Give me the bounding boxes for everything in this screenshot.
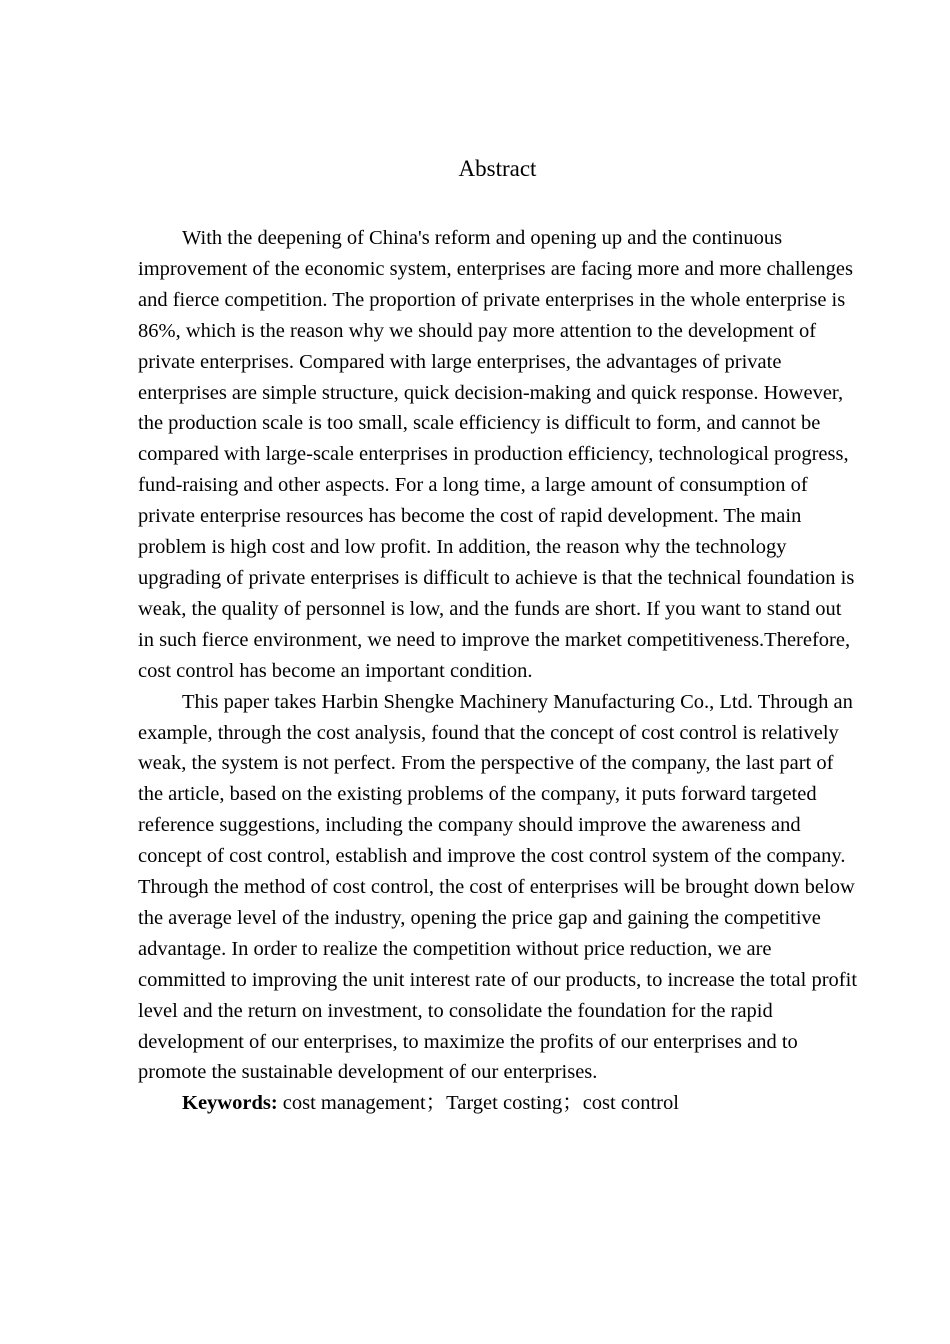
keywords-line [138, 1088, 860, 1119]
keywords-label: Keywords: [182, 1092, 278, 1115]
abstract-body [138, 223, 860, 1119]
abstract-paragraph-2: This paper takes Harbin Shengke Machinery Manufacturing Co., Ltd. Through an example, through the cost analysis, found that the concept of cost control is relatively weak, the system is not perfect. From the perspective of the company, the last part of the article, based on the existing problems of the company, it puts forward targeted reference suggestions, including the company should improve the awareness and concept of cost control, establish and improve the cost control system of the company. Through the method of cost control, the cost of enterprises will be brought down below the average level of the industry, opening the price gap and gaining the competitive advantage. In order to realize the competition without price reduction, we are committed to improving the unit interest rate of our products, to increase the total profit level and the return on investment, to consolidate the foundation for the rapid development of our enterprises, to maximize the profits of our enterprises and to promote the sustainable development of our enterprises. [138, 690, 858, 1084]
abstract-title: Abstract [458, 156, 537, 181]
abstract-paragraph-1: With the deepening of China's reform and opening up and the continuous improvement of the economic system, enterprises are facing more and more challenges and fierce competition. The proportion of private enterprises in the whole enterprise is 86%, which is the reason why we should pay more attention to the development of private enterprises. Compared with large enterprises, the advantages of private enterprises are simple structure, quick decision-making and quick response. However, the production scale is too small, scale efficiency is difficult to form, and cannot be compared with large-scale enterprises in production efficiency, technological progress, fund-raising and other aspects. For a long time, a large amount of consumption of private enterprise resources has become the cost of rapid development. The main problem is high cost and low profit. In addition, the reason why the technology upgrading of private enterprises is difficult to achieve is that the technical foundation is weak, the quality of personnel is low, and the funds are short. If you want to stand out in such fierce environment, we need to improve the market competitiveness.Therefore, cost control has become an important condition. [138, 227, 855, 682]
keywords-list: cost management；Target costing；cost control [277, 1092, 679, 1115]
